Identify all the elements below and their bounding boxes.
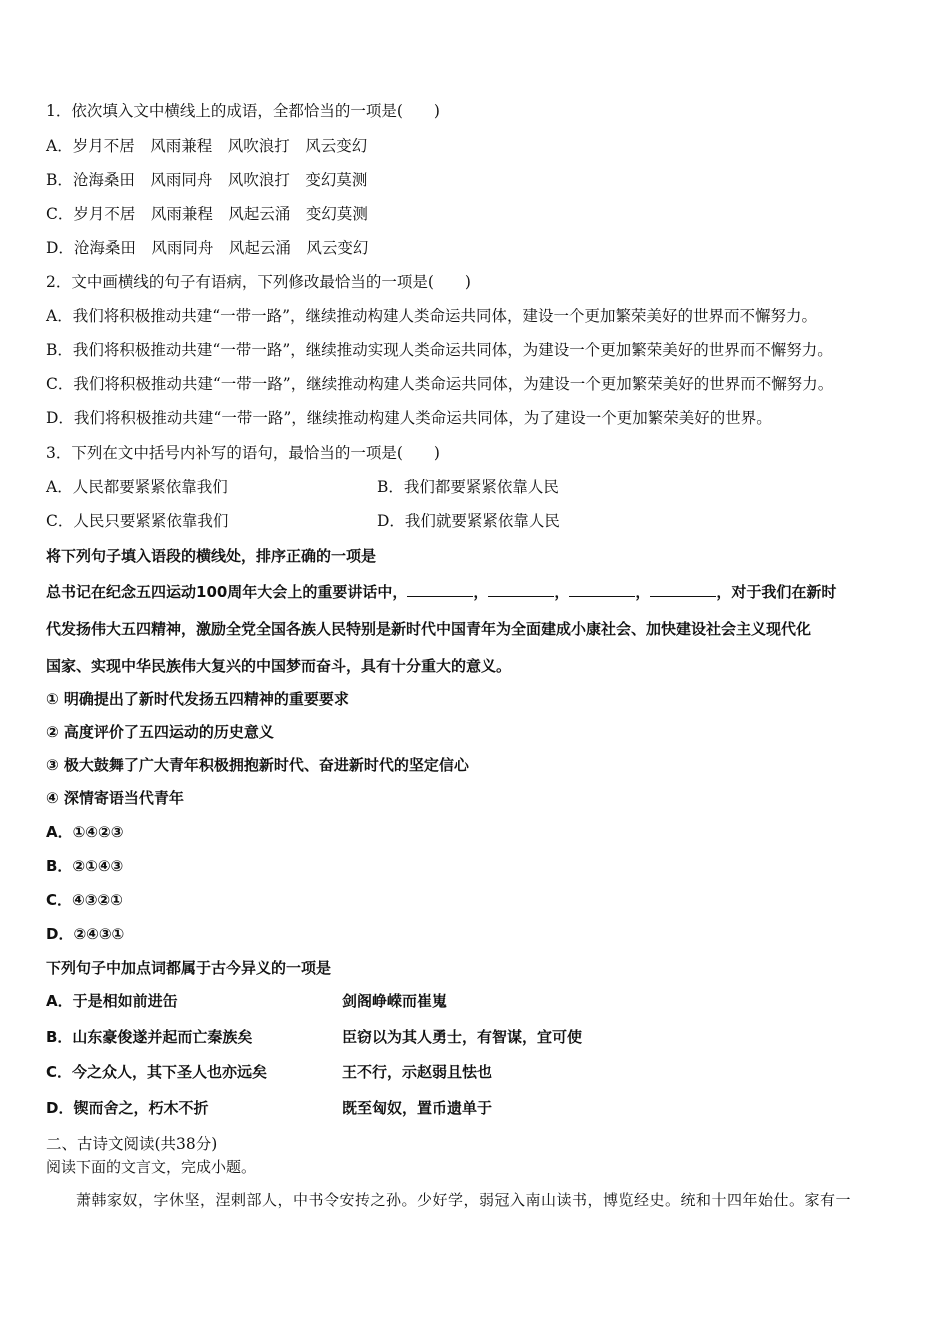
q2-option-b: B．我们将积极推动共建“一带一路”，继续推动实现人类命运共同体，为建设一个更加繁荣美好的世界而不懈努力。 [46, 341, 833, 359]
q3-option-d: D．我们就要紧紧依靠人民 [377, 512, 560, 530]
section2-instruction: 阅读下面的文言文，完成小题。 [46, 1158, 257, 1176]
q4-passage-start: 总书记在纪念五四运动100周年大会上的重要讲话中， [46, 583, 408, 601]
q4-item-3: ③ 极大鼓舞了广大青年积极拥抱新时代、奋进新时代的坚定信心 [46, 756, 469, 774]
q4-option-b: B．②①④③ [46, 857, 124, 875]
q4-passage-tail: ，对于我们在新时 [716, 583, 837, 601]
q2-option-c: C．我们将积极推动共建“一带一路”，继续推动构建人类命运共同体，为建设一个更加繁荣美好的世界而不懈努力。 [46, 375, 834, 393]
q4-sep-1: ， [473, 583, 489, 601]
q5-stem: 下列句子中加点词都属于古今异义的一项是 [46, 959, 332, 977]
q4-passage-line3: 国家、实现中华民族伟大复兴的中国梦而奋斗，具有十分重大的意义。 [46, 657, 512, 675]
q3-option-c: C．人民只要紧紧依靠我们 [46, 512, 229, 530]
q3-stem: 3．下列在文中括号内补写的语句，最恰当的一项是( ) [46, 444, 440, 462]
q2-stem: 2．文中画横线的句子有语病，下列修改最恰当的一项是( ) [46, 273, 471, 291]
q4-passage-line1 [46, 582, 836, 602]
q4-option-d: D．②④③① [46, 925, 125, 943]
q4-blank-1 [407, 582, 473, 597]
q4-stem: 将下列句子填入语段的横线处，排序正确的一项是 [46, 547, 377, 565]
q2-option-d: D．我们将积极推动共建“一带一路”，继续推动构建人类命运共同体，为了建设一个更加繁荣美好的世界。 [46, 409, 772, 427]
q2-option-a: A．我们将积极推动共建“一带一路”，继续推动构建人类命运共同体，建设一个更加繁荣美好的世界而不懈努力。 [46, 307, 818, 325]
q4-item-2: ② 高度评价了五四运动的历史意义 [46, 723, 274, 741]
q4-item-4: ④ 深情寄语当代青年 [46, 789, 184, 807]
q4-blank-4 [650, 582, 716, 597]
q1-stem: 1．依次填入文中横线上的成语，全都恰当的一项是( ) [46, 102, 440, 120]
section2-title: 二、古诗文阅读(共38分) [46, 1135, 218, 1153]
q5-option-b-left: B．山东豪俊遂并起而亡秦族矣 [46, 1028, 253, 1046]
q4-sep-2: ， [554, 583, 570, 601]
q4-item-1: ① 明确提出了新时代发扬五四精神的重要要求 [46, 690, 349, 708]
q5-option-a-left: A．于是相如前进缶 [46, 992, 178, 1010]
q4-blank-3 [569, 582, 635, 597]
q5-option-a-right: 剑阁峥嵘而崔嵬 [342, 992, 448, 1010]
q1-option-a: A．岁月不居 风雨兼程 风吹浪打 风云变幻 [46, 137, 368, 155]
q5-option-d-right: 既至匈奴，置币遗单于 [342, 1099, 493, 1117]
q1-option-c: C．岁月不居 风雨兼程 风起云涌 变幻莫测 [46, 205, 368, 223]
q5-option-c-left: C．今之众人，其下圣人也亦远矣 [46, 1063, 268, 1081]
q4-sep-3: ， [635, 583, 651, 601]
q1-option-b: B．沧海桑田 风雨同舟 风吹浪打 变幻莫测 [46, 171, 368, 189]
q5-option-b-right: 臣窃以为其人勇士，有智谋，宜可使 [342, 1028, 583, 1046]
q4-blank-2 [488, 582, 554, 597]
q3-option-a: A．人民都要紧紧依靠我们 [46, 478, 228, 496]
section2-passage: 萧韩家奴，字休坚，涅剌部人，中书令安抟之孙。少好学，弱冠入南山读书，博览经史。统和十四年始仕。家有一 [76, 1191, 852, 1209]
q3-option-b: B．我们都要紧紧依靠人民 [377, 478, 559, 496]
q1-option-d: D．沧海桑田 风雨同舟 风起云涌 风云变幻 [46, 239, 369, 257]
q4-option-c: C．④③②① [46, 891, 123, 909]
q4-passage-line2: 代发扬伟大五四精神，激励全党全国各族人民特别是新时代中国青年为全面建成小康社会、加快建设社会主义现代化 [46, 620, 812, 638]
q5-option-d-left: D．锲而舍之，朽木不折 [46, 1099, 209, 1117]
q5-option-c-right: 王不行，示赵弱且怯也 [342, 1063, 493, 1081]
q4-option-a: A．①④②③ [46, 823, 124, 841]
